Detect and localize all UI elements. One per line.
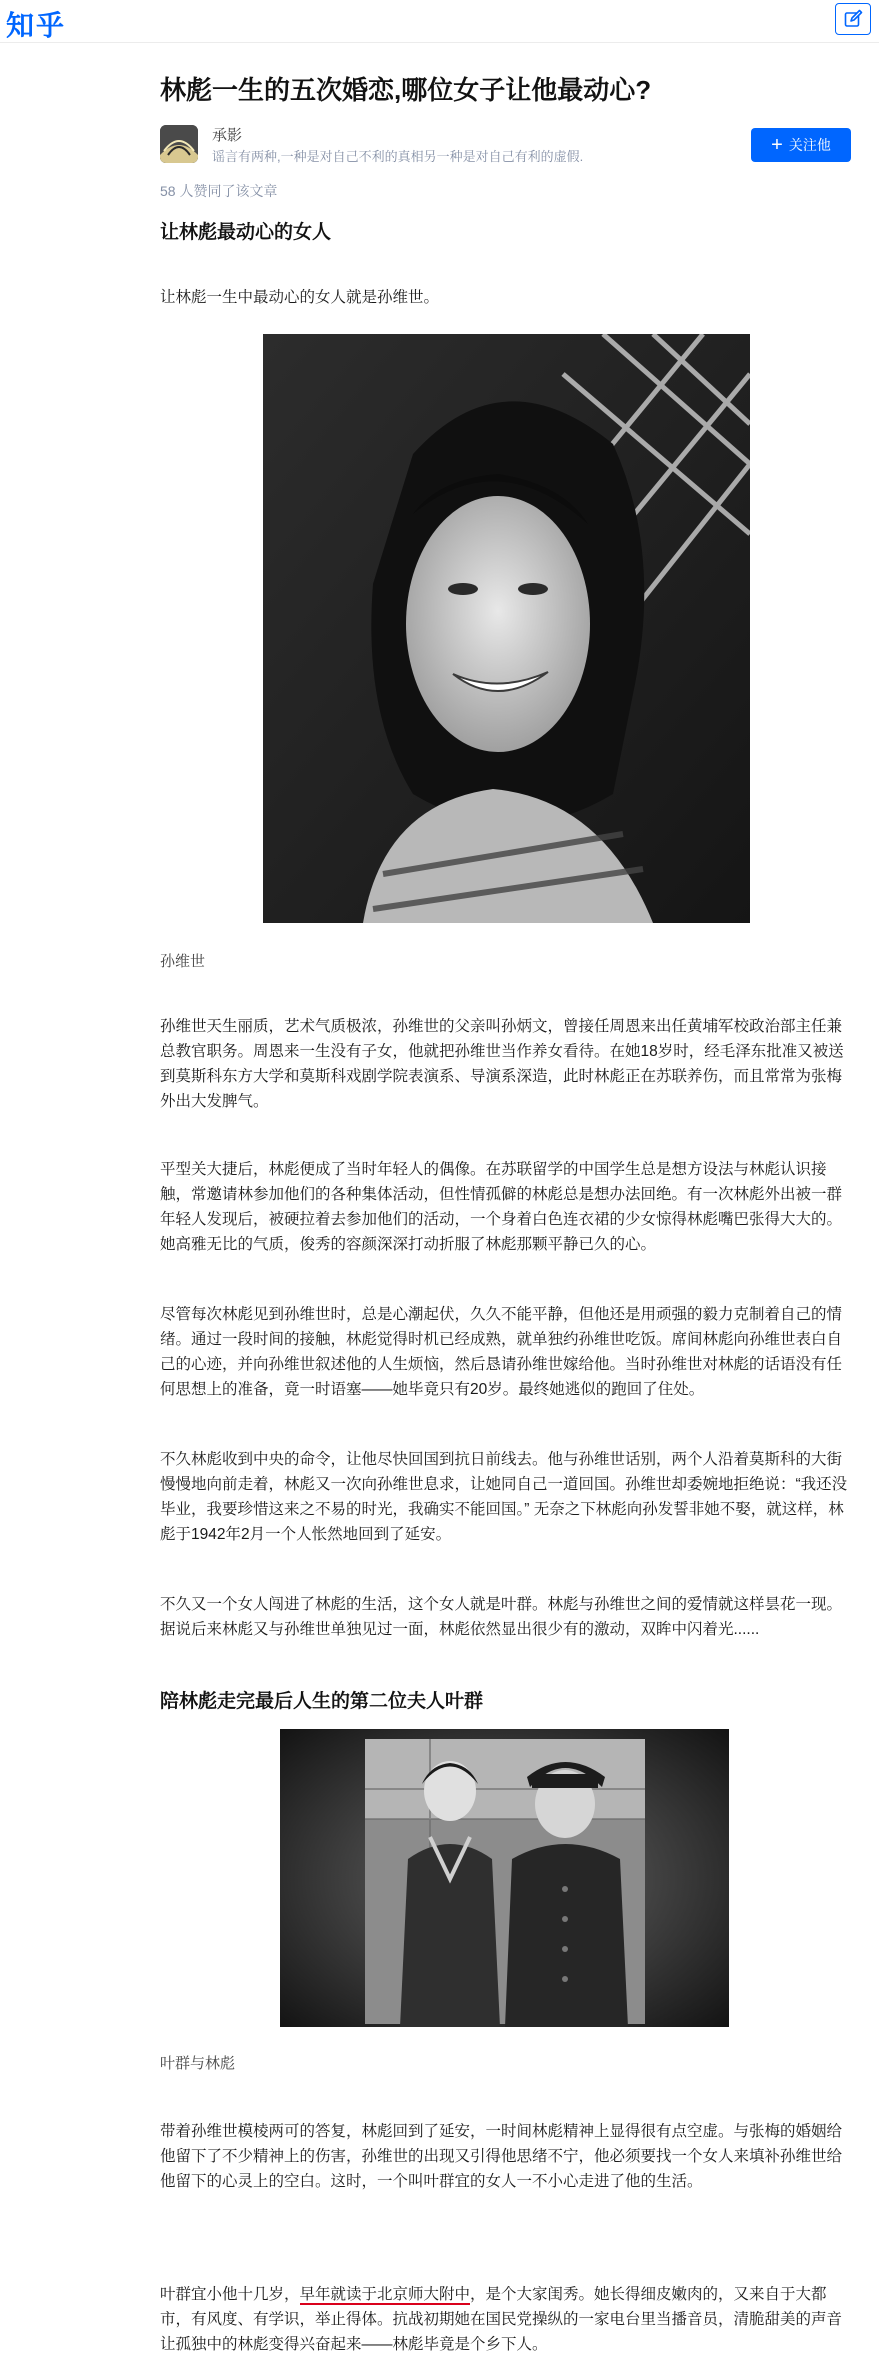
- likes-count[interactable]: 58 人赞同了该文章: [160, 183, 278, 199]
- portrait-caption: 孙维世: [160, 953, 206, 970]
- paragraph-3: 尽管每次林彪见到孙维世时，总是心潮起伏，久久不能平静，但他还是用顽强的毅力克制着自己的情绪。通过一段时间的接触，林彪觉得时机已经成熟，就单独约孙维世吃饭。席间林彪向孙维世表白自己的心迹，并向孙维世叙述他的人生烦恼，然后恳请孙维世嫁给他。当时孙维世对林彪的话语没有任何思想上的准备，竟一时语塞——她毕竟只有20岁。最终她逃似的跑回了住处。: [160, 1306, 843, 1398]
- section-heading-1: 让林彪最动心的女人: [160, 222, 332, 243]
- highlighted-text: 早年就读于北京师大附中: [299, 2286, 471, 2303]
- intro-paragraph: 让林彪一生中最动心的女人就是孙维世。: [160, 289, 440, 306]
- plus-icon: +: [771, 134, 783, 156]
- paragraph-7-rest: ，是个大家闺秀。她长得细皮嫩肉的，又来自于大都市，有风度、有学识，举止得体。抗战初期她在国民党操纵的一家电台里当播音员，清脆甜美的声音让孤独中的林彪变得兴奋起来——林彪毕竟是个乡下人。: [160, 2286, 843, 2353]
- write-button[interactable]: [835, 3, 871, 35]
- couple-caption: 叶群与林彪: [160, 2055, 236, 2072]
- article-title: 林彪一生的五次婚恋,哪位女子让他最动心?: [160, 75, 652, 105]
- portrait-photo: [263, 334, 750, 923]
- paragraph-7-start: 叶群宜小他十几岁，: [160, 2286, 300, 2303]
- paragraph-2: 平型关大捷后，林彪便成了当时年轻人的偶像。在苏联留学的中国学生总是想方设法与林彪认识接触，常邀请林参加他们的各种集体活动，但性情孤僻的林彪总是想办法回绝。有一次林彪外出被一群年轻人发现后，被硬拉着去参加他们的活动，一个身着白色连衣裙的少女惊得林彪嘴巴张得大大的。她高雅无比的气质，俊秀的容颜深深打动折服了林彪那颗平静已久的心。: [160, 1161, 843, 1253]
- follow-label: 关注他: [788, 137, 831, 153]
- author-bio: 谣言有两种,一种是对自己不利的真相另一种是对自己有利的虚假.: [212, 149, 584, 164]
- couple-photo: [280, 1729, 729, 2027]
- follow-button[interactable]: [751, 128, 851, 162]
- paragraph-5: 不久又一个女人闯进了林彪的生活，这个女人就是叶群。林彪与孙维世之间的爱情就这样昙花一现。据说后来林彪又与孙维世单独见过一面，林彪依然显出很少有的激动，双眸中闪着光......: [160, 1596, 843, 1638]
- author-name[interactable]: 承影: [212, 127, 243, 144]
- paragraph-7: [160, 2282, 850, 2357]
- edit-icon: [843, 9, 863, 29]
- top-bar: [0, 0, 879, 43]
- paragraph-1: 孙维世天生丽质，艺术气质极浓，孙维世的父亲叫孙炳文，曾接任周恩来出任黄埔军校政治部主任兼总教官职务。周恩来一生没有子女，他就把孙维世当作养女看待。在她18岁时，经毛泽东批准又被送到莫斯科东方大学和莫斯科戏剧学院表演系、导演系深造，此时林彪正在苏联养伤，而且常常为张梅外出大发脾气。: [160, 1018, 844, 1110]
- paragraph-6: 带着孙维世模棱两可的答复，林彪回到了延安，一时间林彪精神上显得很有点空虚。与张梅的婚姻给他留下了不少精神上的伤害，孙维世的出现又引得他思绪不宁，他必须要找一个女人来填补孙维世给他留下的心灵上的空白。这时，一个叫叶群宜的女人一不小心走进了他的生活。: [160, 2123, 843, 2190]
- author-avatar[interactable]: [160, 125, 198, 163]
- section-heading-2: 陪林彪走完最后人生的第二位夫人叶群: [160, 1691, 484, 1712]
- zhihu-logo[interactable]: 知乎: [6, 10, 67, 41]
- paragraph-4: 不久林彪收到中央的命令，让他尽快回国到抗日前线去。他与孙维世话别，两个人沿着莫斯科的大街慢慢地向前走着，林彪又一次向孙维世息求，让她同自己一道回国。孙维世却委婉地拒绝说：“我还没毕业，我要珍惜这来之不易的时光，我确实不能回国。” 无奈之下林彪向孙发誓非她不娶，就这样，林彪于1942年2月一个人怅然地回到了延安。: [160, 1451, 848, 1543]
